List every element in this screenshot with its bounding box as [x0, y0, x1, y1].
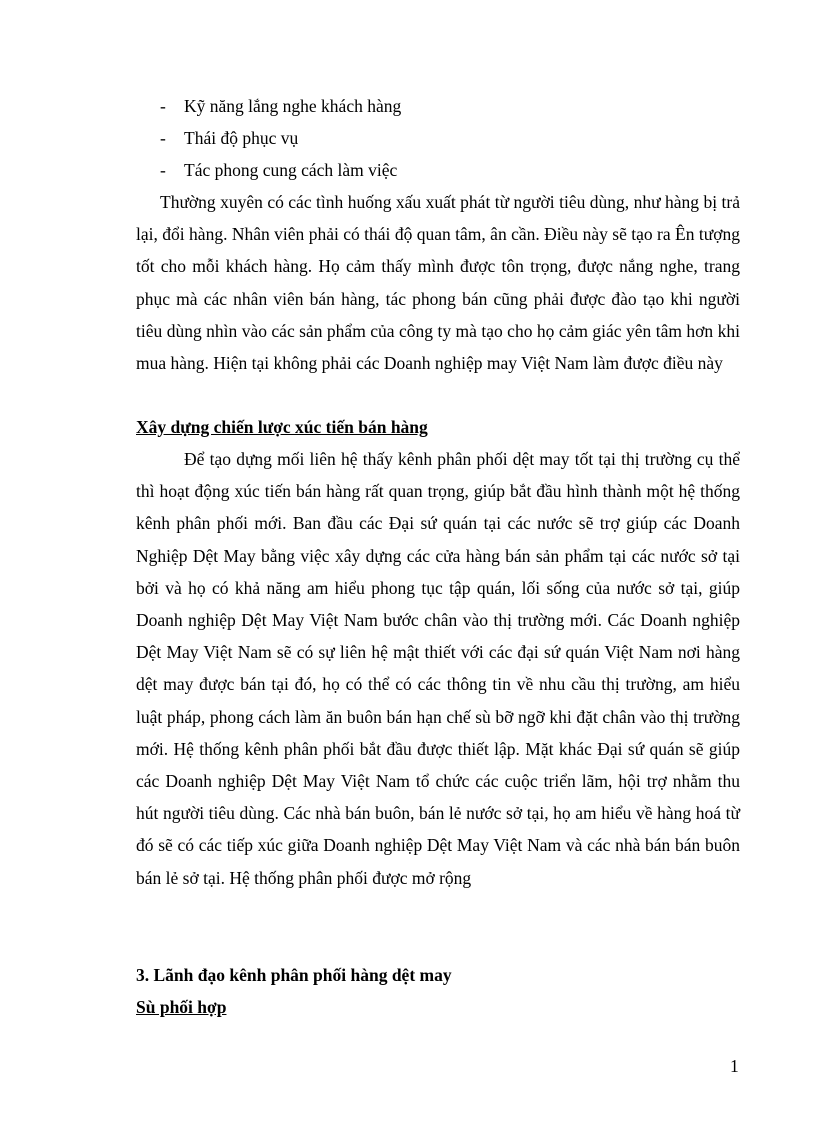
section-heading-sales-promotion — [136, 413, 428, 441]
bullet-text: Thái độ phục vụ — [184, 128, 299, 148]
subsection-heading-text: Sù phối hợp — [136, 997, 227, 1017]
bullet-marker: - — [160, 160, 166, 180]
bullet-text: Tác phong cung cách làm việc — [184, 160, 398, 180]
bullet-item — [160, 124, 720, 156]
bullet-item — [160, 92, 720, 124]
paragraph-customer-service: Thường xuyên có các tình huống xấu xuất phát từ người tiêu dùng, như hàng bị trả lại, đổi hàng. Nhân viên phải có thái độ quan tâm, ân cần. Điều này sẽ tạo ra Ên tượng tốt cho mỗi khách hàng. Họ cảm thấy mình được tôn trọng, được nắng nghe, trang phục mà các nhân viên bán hàng, tác phong bán cũng phải được đào tạo khi người tiêu dùng nhìn vào các sản phẩm của công ty mà tạo cho họ cảm giác yên tâm hơn khi mua hàng. Hiện tại không phải các Doanh nghiệp may Việt Nam làm được điều này — [136, 192, 740, 374]
bullet-text: Kỹ năng lắng nghe khách hàng — [184, 96, 402, 116]
section-heading-channel-leadership: 3. Lãnh đạo kênh phân phối hàng dệt may — [136, 965, 452, 985]
section-heading-text: Xây dựng chiến lược xúc tiến bán hàng — [136, 417, 428, 437]
bullet-item — [160, 156, 720, 188]
bullet-marker: - — [160, 96, 166, 116]
subsection-heading-coordination — [136, 993, 226, 1021]
paragraph-sales-promotion: Để tạo dựng mối liên hệ thấy kênh phân phối dệt may tốt tại thị trường cụ thể thì hoạt động xúc tiến bán hàng rất quan trọng, giúp bắt đầu hình thành một hệ thống kênh phân phối mới. Ban đầu các Đại sứ quán tại các nước sẽ trợ giúp các Doanh Nghiệp Dệt May bằng việc xây dựng các cửa hàng bán sản phẩm tại các nước sở tại bởi và họ có khả năng am hiểu phong tục tập quán, lối sống của nước sở tại, giúp Doanh nghiệp Dệt May Việt Nam bước chân vào thị trường mới. Các Doanh nghiệp Dệt May Việt Nam sẽ có sự liên hệ mật thiết với các đại sứ quán Việt Nam nơi hàng dệt may được bán tại đó, họ có thể có các thông tin về nhu cầu thị trường, am hiểu luật pháp, phong cách làm ăn buôn bán hạn chế sù bỡ ngỡ khi đặt chân vào thị trường mới. Hệ thống kênh phân phối bắt đầu được thiết lập. Mặt khác Đại sứ quán sẽ giúp các Doanh nghiệp Dệt May Việt Nam tổ chức các cuộc triển lãm, hội trợ nhằm thu hút người tiêu dùng. Các nhà bán buôn, bán lẻ nước sở tại, họ am hiểu về hàng hoá từ đó sẽ có các tiếp xúc giữa Doanh nghiệp Dệt May Việt Nam và các nhà bán bán buôn bán lẻ sở tại. Hệ thống phân phối được mở rộng — [136, 449, 740, 888]
bullet-list — [160, 92, 720, 188]
bullet-marker: - — [160, 128, 166, 148]
page-number: 1 — [730, 1056, 739, 1076]
